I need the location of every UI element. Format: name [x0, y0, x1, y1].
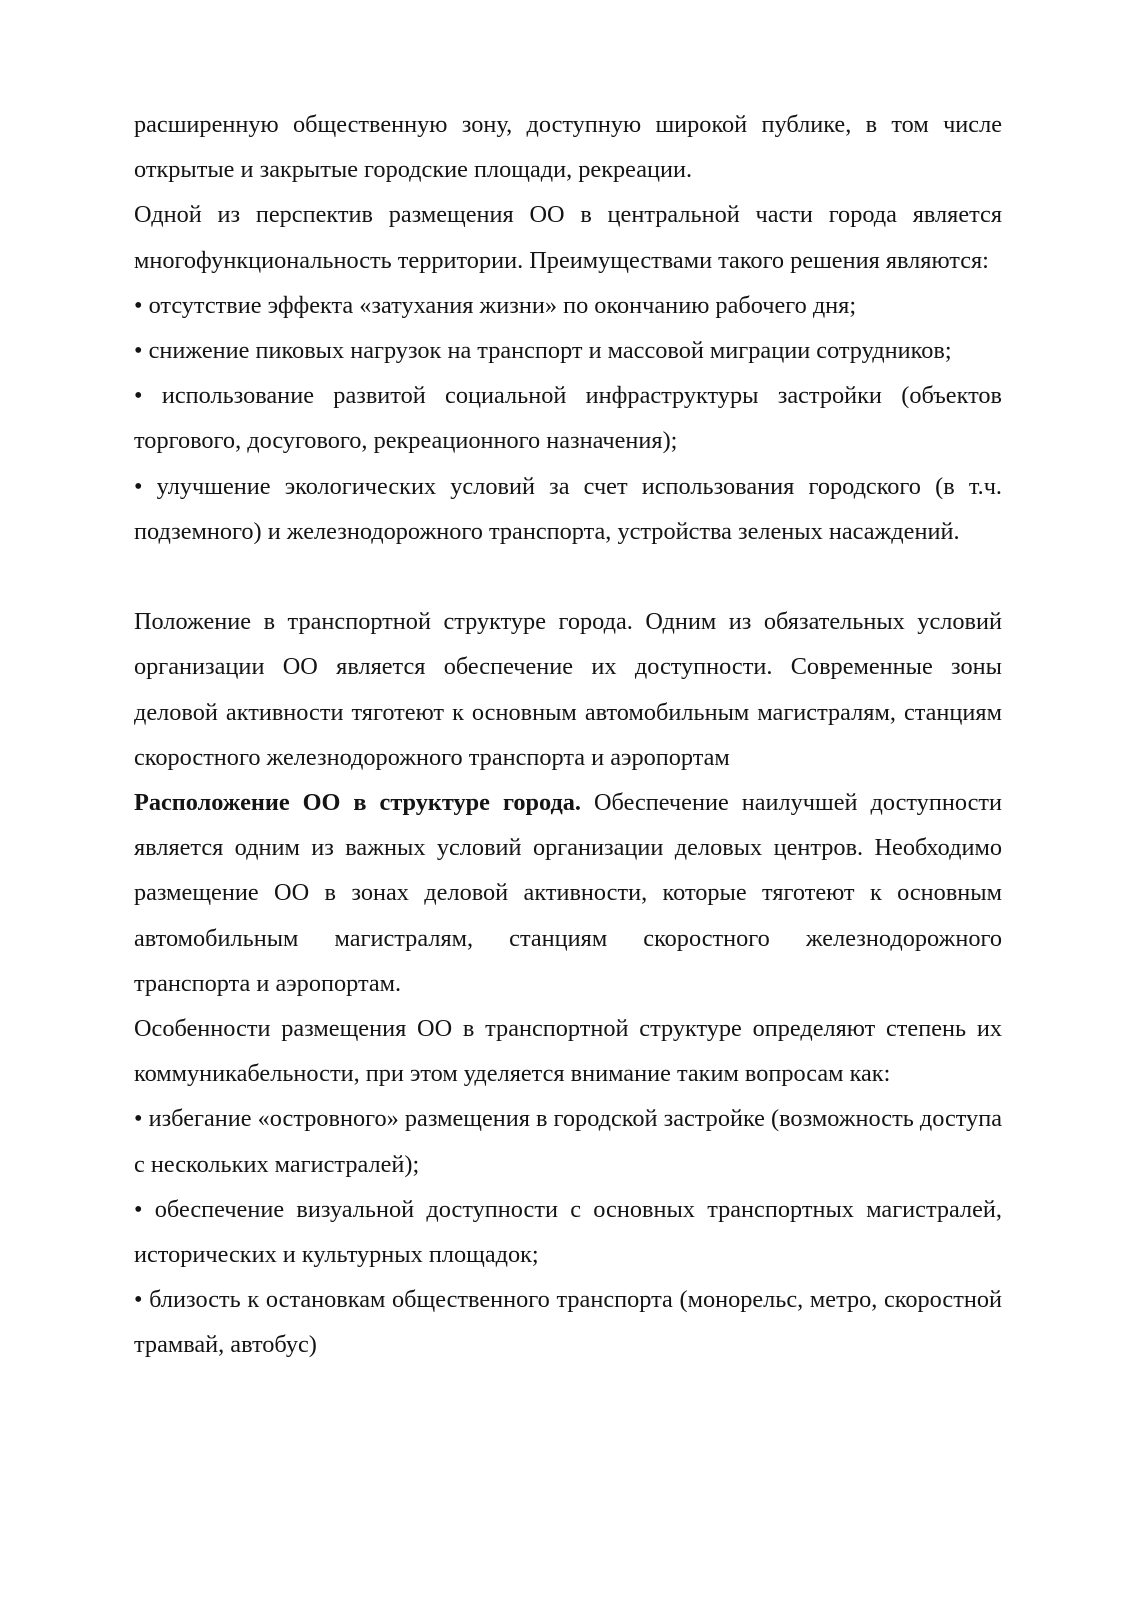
- list-item-visual-access: • обеспечение визуальной доступности с основных транспортных магистралей, исторических и культурных площадок;: [134, 1195, 1002, 1269]
- paragraph-location-in-city: [134, 780, 1002, 1006]
- paragraph-transport-structure: Положение в транспортной структуре города. Одним из обязательных условий организации ОО является обеспечение их доступности. Современные зоны деловой активности тяготеют к основным автомобильным магистралям, станциям скоростного железнодорожного транспорта и аэропортам: [134, 608, 1002, 771]
- blank-line: [134, 554, 1002, 599]
- paragraph-public-zone: расширенную общественную зону, доступную широкой публике, в том числе открытые и закрытые городские площади, рекреации.: [134, 111, 1002, 184]
- paragraph-location-body: Обеспечение наилучшей доступности является одним из важных условий организации деловых центров. Необходимо размещение ОО в зонах деловой активности, которые тяготеют к основным автомобильным магистралям, станциям скоростного железнодорожного транспорта и аэропортам.: [134, 789, 1002, 997]
- list-item-peak-load-reduction: • снижение пиковых нагрузок на транспорт и массовой миграции сотрудников;: [134, 337, 952, 365]
- list-item-no-fading-effect: • отсутствие эффекта «затухания жизни» по окончанию рабочего дня;: [134, 291, 857, 319]
- list-item-public-transport: • близость к остановкам общественного транспорта (монорельс, метро, скоростной трамвай, автобус): [134, 1286, 1002, 1359]
- list-item-ecology: • улучшение экологических условий за счет использования городского (в т.ч. подземного) и железнодорожного транспорта, устройства зеленых насаждений.: [134, 472, 1002, 545]
- list-item-avoid-island: • избегание «островного» размещения в городской застройке (возможность доступа с нескольких магистралей);: [134, 1105, 1002, 1178]
- document-page: [134, 102, 1002, 1368]
- list-item-social-infrastructure: • использование развитой социальной инфраструктуры застройки (объектов торгового, досугового, рекреационного назначения);: [134, 382, 1002, 455]
- paragraph-placement-features: Особенности размещения ОО в транспортной структуре определяют степень их коммуникабельности, при этом уделяется внимание таким вопросам как:: [134, 1015, 1002, 1088]
- paragraph-lead-bold: Расположение ОО в структуре города.: [134, 789, 581, 817]
- paragraph-multifunctionality: Одной из перспектив размещения ОО в центральной части города является многофункциональность территории. Преимуществами такого решения являются:: [134, 201, 1002, 274]
